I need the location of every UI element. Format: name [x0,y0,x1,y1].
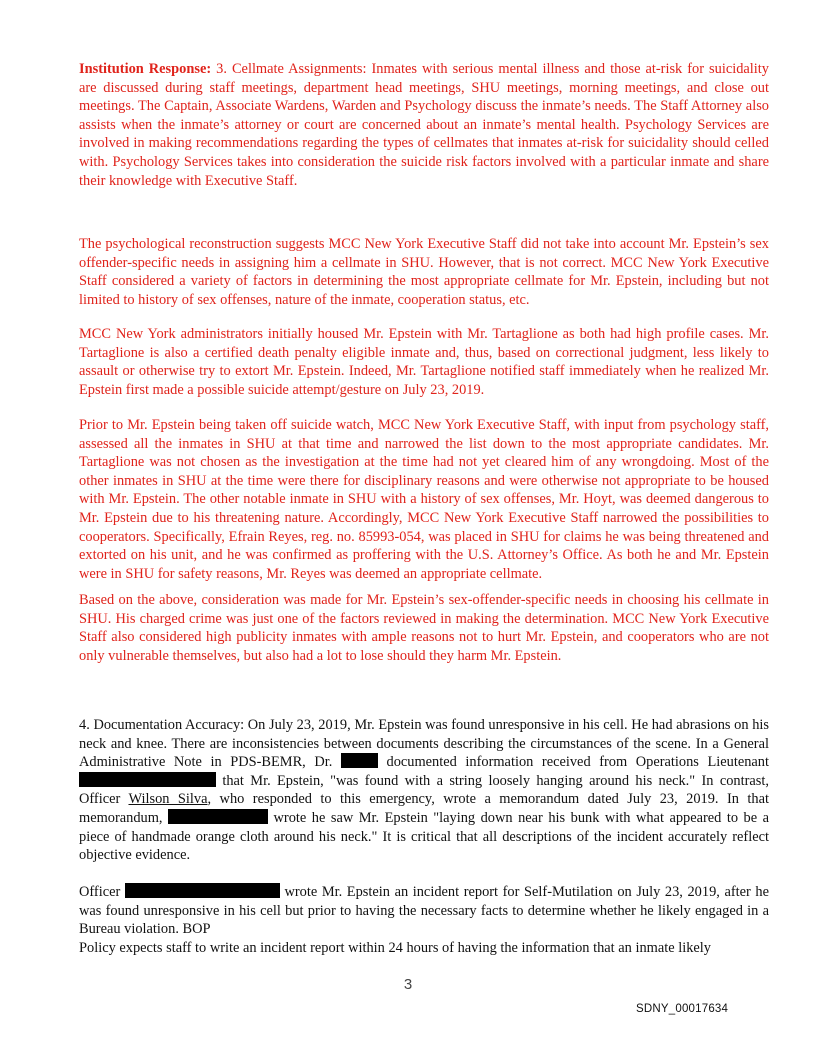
redaction-bar [79,772,216,787]
redaction-bar [168,809,268,824]
finding-4-text-b: documented information received from Operations Lieutenant [377,754,769,771]
finding-4-text-c: that Mr. Epstein, "was found with a string loosely hanging around his neck." In contrast, Officer [79,772,769,808]
finding-4-paragraph [79,716,769,865]
redaction-bar [125,883,280,898]
response-label: Institution Response: [79,61,212,77]
response-paragraph-1 [79,60,769,190]
finding-4-text-a: 4. Documentation Accuracy: On July 23, 2019, Mr. Epstein was found unresponsive in his cell. He had abrasions on his neck and knee. There are inconsistencies between documents describing the circumstances of the scene. In a General Administrative Note in PDS-BEMR, Dr. [79,717,769,771]
redaction-bar [341,753,378,768]
response-paragraph-4: Prior to Mr. Epstein being taken off suicide watch, MCC New York Executive Staff, with input from psychology staff, assessed all the inmates in SHU at that time and narrowed the list down to the most appropriate candidates. Mr. Tartaglione was not chosen as the investigation at the time had not yet cleared him of any wrongdoing. Most of the other inmates in SHU at the time were there for disciplinary reasons and were otherwise not appropriate to be housed with Mr. Epstein. The other notable inmate in SHU with a history of sex offenses, Mr. Hoyt, was deemed dangerous to Mr. Epstein due to his threatening nature. Accordingly, MCC New York Executive Staff narrowed the possibilities to cooperators. Specifically, Efrain Reyes, reg. no. 85993-054, was placed in SHU for claims he was being threatened and extorted on his unit, and he was confirmed as proffering with the U.S. Attorney’s Office. As both he and Mr. Epstein were in SHU for safety reasons, Mr. Reyes was deemed an appropriate cellmate. [79,417,769,582]
response-paragraph-5: Based on the above, consideration was made for Mr. Epstein’s sex-offender-specific needs in choosing his cellmate in SHU. His charged crime was just one of the factors reviewed in making the determination. MCC New York Executive Staff also considered high publicity inmates with ample reasons not to hurt Mr. Epstein, and cooperators who are not only vulnerable themselves, but also had a lot to lose should they harm Mr. Epstein. [79,592,769,664]
finding-4-text-e: wrote he saw Mr. Epstein "laying down near his bunk with what appeared to be a piece of handmade orange cloth around his neck." It is critical that all descriptions of the incident accurately reflect objective evidence. [79,809,770,864]
response-paragraph-3: MCC New York administrators initially housed Mr. Epstein with Mr. Tartaglione as both had high profile cases. Mr. Tartaglione is also a certified death penalty eligible inmate and, thus, based on correctional judgment, less likely to assault or otherwise try to extort Mr. Epstein. Indeed, Mr. Tartaglione notified staff immediately when he realized Mr. Epstein first made a possible suicide attempt/gesture on July 23, 2019. [79,326,769,398]
officer-name: Wilson Silva [128,791,208,808]
response-paragraph-1-text: 3. Cellmate Assignments: Inmates with serious mental illness and those at-risk for suicidality are discussed during staff meetings, department head meetings, SHU meetings, morning meetings, and close out meetings. The Captain, Associate Wardens, Warden and Psychology discuss the inmate’s needs. The Staff Attorney also assists when the inmate’s attorney or court are concerned about an inmate’s mental health. Psychology Services are involved in making recommendations regarding the types of cellmates that inmates at-risk for suicidality should celled with. Psychology Services takes into consideration the suicide risk factors involved with a particular inmate and share their knowledge with Executive Staff. [79,61,769,189]
finding-5-paragraph [79,883,769,957]
finding-5-text-a: Officer [79,884,125,900]
page-number: 3 [403,976,413,993]
bates-number: SDNY_00017634 [636,1003,729,1015]
finding-4-text-d: , who responded to this emergency, wrote a memorandum dated July 23, 2019. In that memorandum, [79,791,769,826]
finding-5-text-c: Policy expects staff to write an incident report within 24 hours of having the information that an inmate likely [79,939,711,956]
response-paragraph-2: The psychological reconstruction suggests MCC New York Executive Staff did not take into account Mr. Epstein’s sex offender-specific needs in assigning him a cellmate in SHU. However, that is not correct. MCC New York Executive Staff considered a variety of factors in determining the most appropriate cellmate for Mr. Epstein, including but not limited to history of sex offenses, nature of the inmate, cooperation status, etc. [79,236,769,308]
finding-5-text-b: wrote Mr. Epstein an incident report for Self-Mutilation on July 23, 2019, after he was found unresponsive in his cell but prior to having the necessary facts to determine whether he likely engaged in a Bureau violation. BOP [79,884,769,938]
